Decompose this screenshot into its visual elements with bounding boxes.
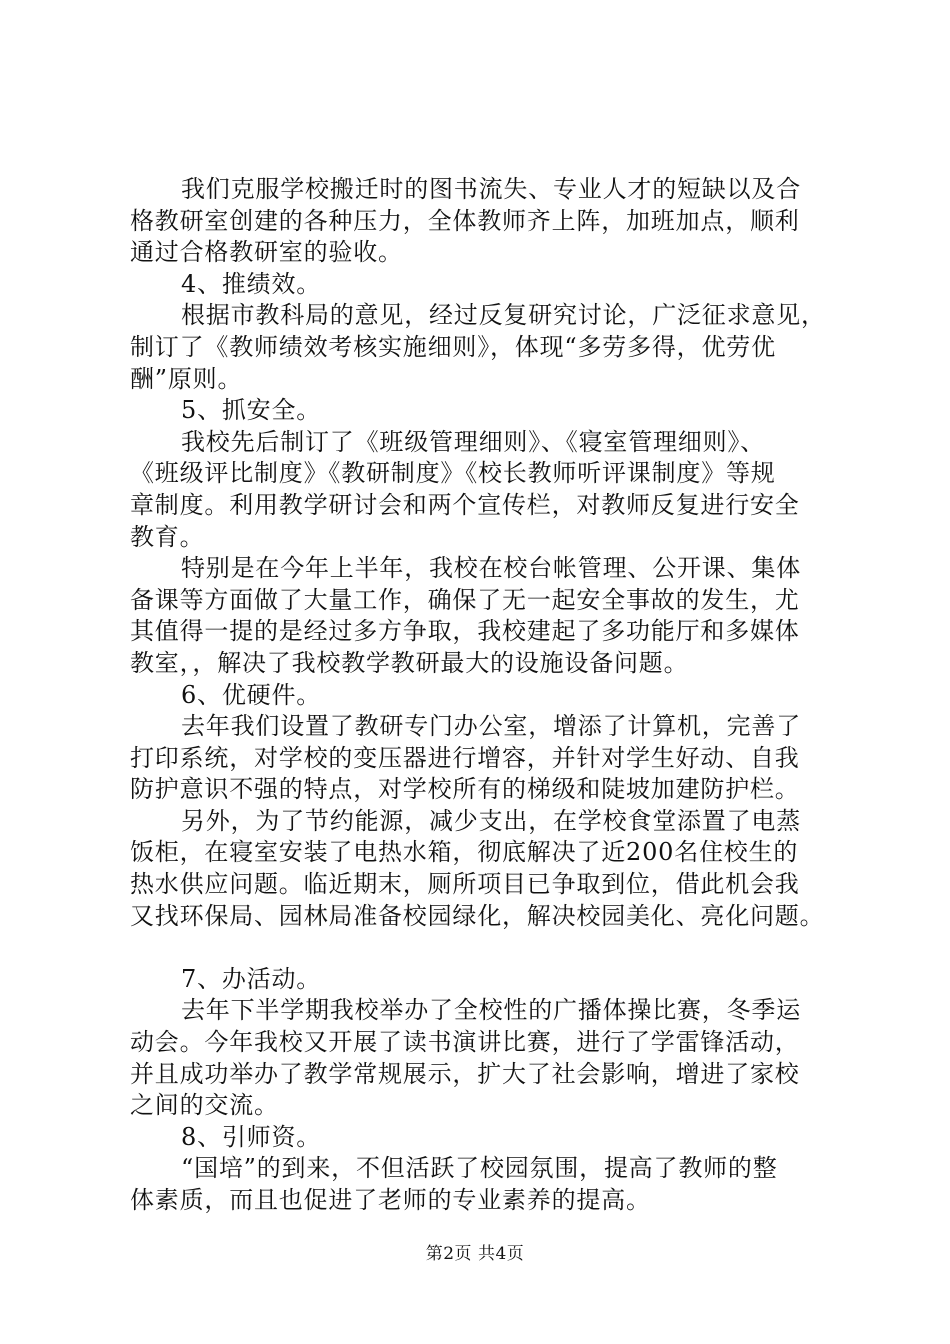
paragraph-line: “国培”的到来，不但活跃了校园氛围，提高了教师的整 xyxy=(181,1154,778,1183)
paragraph-line: 根据市教科局的意见，经过反复研究讨论，广泛征求意见， xyxy=(181,301,826,330)
section-heading: 6、优硬件。 xyxy=(181,680,322,709)
paragraph-line: 制订了《教师绩效考核实施细则》，体现“多劳多得，优劳优 xyxy=(130,332,776,361)
blank-line xyxy=(130,932,842,964)
paragraph-line: 防护意识不强的特点，对学校所有的梯级和陡坡加建防护栏。 xyxy=(130,775,800,804)
paragraph-line: 去年我们设置了教研专门办公室，增添了计算机，完善了 xyxy=(181,712,801,741)
paragraph-line: 我们克服学校搬迁时的图书流失、专业人才的短缺以及合 xyxy=(181,175,801,203)
section-heading: 8、引师资。 xyxy=(181,1122,322,1151)
paragraph-line: 格教研室创建的各种压力，全体教师齐上阵，加班加点，顺利 xyxy=(130,206,800,235)
paragraph-line: 特别是在今年上半年，我校在校台帐管理、公开课、集体 xyxy=(181,554,801,583)
paragraph-line: 另外，为了节约能源，减少支出，在学校食堂添置了电蒸 xyxy=(181,806,801,835)
paragraph-line: 又找环保局、园林局准备校园绿化，解决校园美化、亮化问题。 xyxy=(130,901,825,930)
page-number-footer: 第2页 共4页 xyxy=(425,1244,525,1264)
paragraph-line: 动会。今年我校又开展了读书演讲比赛，进行了学雷锋活动， xyxy=(130,1028,800,1057)
paragraph-line: 酬”原则。 xyxy=(130,364,243,393)
paragraph-line: 热水供应问题。临近期末，厕所项目已争取到位，借此机会我 xyxy=(130,870,800,899)
section-heading: 7、办活动。 xyxy=(181,964,322,993)
paragraph-line: 并且成功举办了教学常规展示，扩大了社会影响，增进了家校 xyxy=(130,1059,800,1088)
paragraph-line: 之间的交流。 xyxy=(130,1091,279,1120)
section-heading: 5、抓安全。 xyxy=(181,396,322,425)
paragraph-line: 其值得一提的是经过多方争取，我校建起了多功能厅和多媒体 xyxy=(130,617,800,646)
paragraph-line: 教育。 xyxy=(130,522,205,551)
section-heading: 4、推绩效。 xyxy=(181,269,322,298)
paragraph-line: 我校先后制订了《班级管理细则》、《寝室管理细则》、 xyxy=(181,427,765,456)
paragraph-line: 章制度。利用教学研讨会和两个宣传栏，对教师反复进行安全 xyxy=(130,490,800,519)
document-body xyxy=(130,174,842,1217)
paragraph-line: 《班级评比制度》《教研制度》《校长教师听评课制度》等规 xyxy=(130,459,776,488)
paragraph-line: 打印系统，对学校的变压器进行增容，并针对学生好动、自我 xyxy=(130,743,800,772)
paragraph-line: 去年下半学期我校举办了全校性的广播体操比赛，冬季运 xyxy=(181,996,801,1025)
paragraph-line: 备课等方面做了大量工作，确保了无一起安全事故的发生，尤 xyxy=(130,585,800,614)
paragraph-line: 饭柜，在寝室安装了电热水箱，彻底解决了近200名住校生的 xyxy=(130,838,799,867)
paragraph-line: 体素质，而且也促进了老师的专业素养的提高。 xyxy=(130,1186,651,1214)
paragraph-line: 教室，，解决了我校教学教研最大的设施设备问题。 xyxy=(130,648,689,677)
paragraph-line: 通过合格教研室的验收。 xyxy=(130,238,403,267)
